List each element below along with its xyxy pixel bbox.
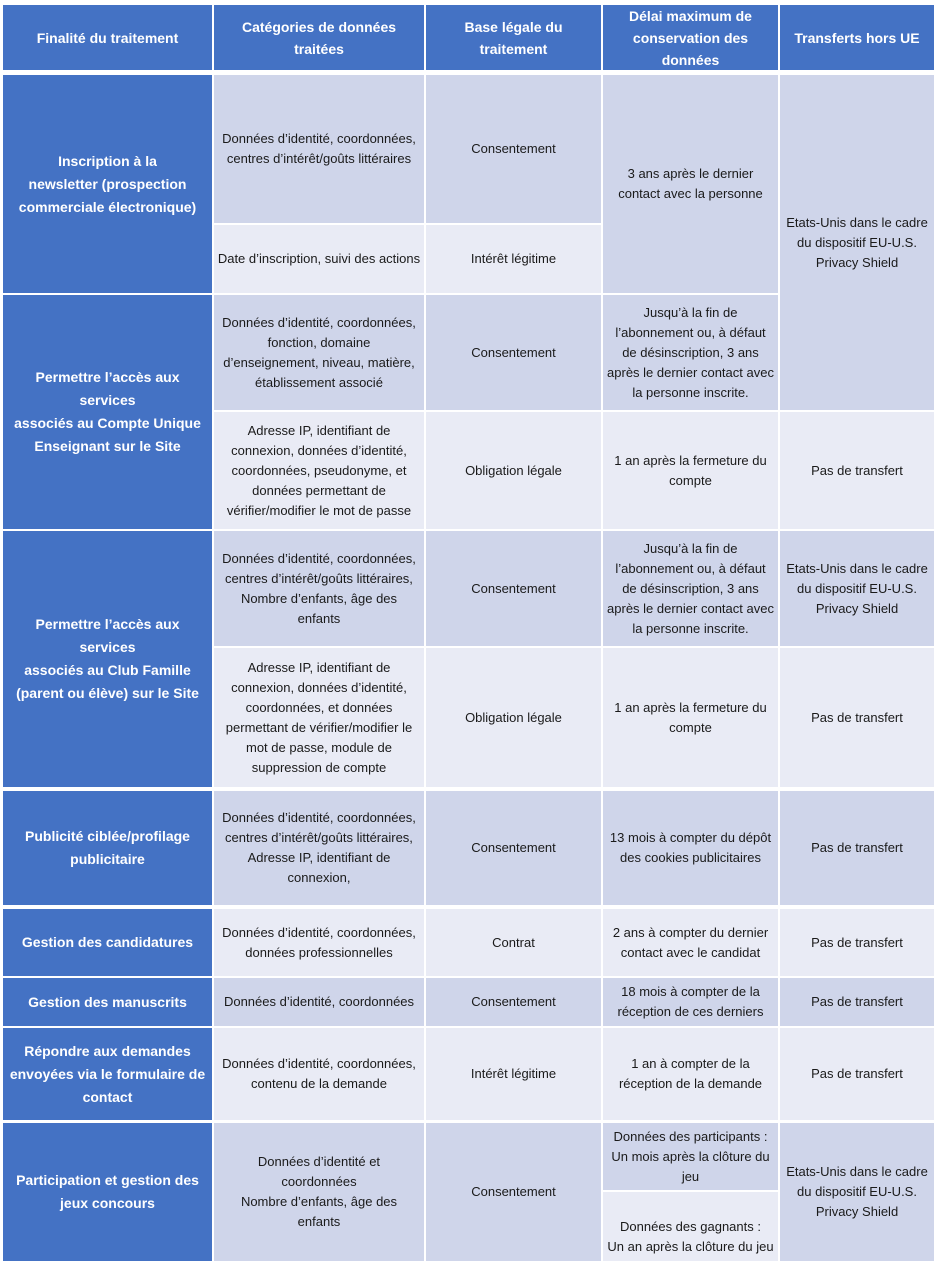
compte-unique-base-1: Consentement (426, 295, 601, 410)
club-famille-categories-1: Données d’identité, coordonnées, centres d’intérêt/goûts littéraires, Nombre d’enfants, âge des enfants (214, 531, 424, 646)
compte-unique-categories-2: Adresse IP, identifiant de connexion, données d’identité, coordonnées, pseudonyme, et données permettant de vérifier/modifier le mot de passe (214, 412, 424, 529)
jeux-base: Consentement (426, 1123, 601, 1261)
candidatures-delai: 2 ans à compter du dernier contact avec le candidat (603, 909, 778, 976)
header-transferts: Transferts hors UE (780, 5, 934, 70)
row-label-publicite: Publicité ciblée/profilage publicitaire (3, 791, 212, 905)
newsletter-categories-2: Date d’inscription, suivi des actions (214, 225, 424, 293)
row-label-manuscrits: Gestion des manuscrits (3, 978, 212, 1026)
header-delai: Délai maximum de conservation des données (603, 5, 778, 70)
manuscrits-transfert: Pas de transfert (780, 978, 934, 1026)
contact-categories: Données d’identité, coordonnées, contenu de la demande (214, 1028, 424, 1120)
row-label-club-famille: Permettre l’accès aux services associés au Club Famille (parent ou élève) sur le Site (3, 531, 212, 787)
contact-base: Intérêt légitime (426, 1028, 601, 1120)
club-famille-transfert-1: Etats-Unis dans le cadre du dispositif EU-U.S. Privacy Shield (780, 531, 934, 646)
club-famille-transfert-2: Pas de transfert (780, 648, 934, 787)
compte-unique-delai-2: 1 an après la fermeture du compte (603, 412, 778, 529)
shared-transfer-privacy-shield: Etats-Unis dans le cadre du dispositif EU-U.S. Privacy Shield (780, 75, 934, 410)
publicite-delai: 13 mois à compter du dépôt des cookies publicitaires (603, 791, 778, 905)
club-famille-delai-1: Jusqu’à la fin de l’abonnement ou, à défaut de désinscription, 3 ans après le dernier contact avec la personne inscrite. (603, 531, 778, 646)
compte-unique-transfert-2: Pas de transfert (780, 412, 934, 529)
jeux-delai-participants: Données des participants : Un mois après la clôture du jeu (603, 1123, 778, 1190)
candidatures-transfert: Pas de transfert (780, 909, 934, 976)
compte-unique-base-2: Obligation légale (426, 412, 601, 529)
newsletter-base-2: Intérêt légitime (426, 225, 601, 293)
club-famille-categories-2: Adresse IP, identifiant de connexion, données d’identité, coordonnées, et données permettant de vérifier/modifier le mot de passe, module de suppression de compte (214, 648, 424, 787)
club-famille-base-2: Obligation légale (426, 648, 601, 787)
header-finalite: Finalité du traitement (3, 5, 212, 70)
publicite-categories: Données d’identité, coordonnées, centres d’intérêt/goûts littéraires, Adresse IP, identifiant de connexion, (214, 791, 424, 905)
candidatures-categories: Données d’identité, coordonnées, données professionnelles (214, 909, 424, 976)
contact-delai: 1 an à compter de la réception de la demande (603, 1028, 778, 1120)
row-label-compte-unique: Permettre l’accès aux services associés au Compte Unique Enseignant sur le Site (3, 295, 212, 529)
jeux-delai-gagnants: Données des gagnants : Un an après la clôture du jeu (603, 1192, 778, 1261)
manuscrits-base: Consentement (426, 978, 601, 1026)
publicite-base: Consentement (426, 791, 601, 905)
row-label-jeux: Participation et gestion des jeux concours (3, 1123, 212, 1261)
manuscrits-categories: Données d’identité, coordonnées (214, 978, 424, 1026)
club-famille-base-1: Consentement (426, 531, 601, 646)
row-label-candidatures: Gestion des candidatures (3, 909, 212, 976)
jeux-categories: Données d’identité et coordonnées Nombre d’enfants, âge des enfants (214, 1123, 424, 1261)
newsletter-base-1: Consentement (426, 75, 601, 223)
compte-unique-delai-1: Jusqu’à la fin de l’abonnement ou, à défaut de désinscription, 3 ans après le dernier contact avec la personne inscrite. (603, 295, 778, 410)
manuscrits-delai: 18 mois à compter de la réception de ces derniers (603, 978, 778, 1026)
jeux-transfert: Etats-Unis dans le cadre du dispositif EU-U.S. Privacy Shield (780, 1123, 934, 1261)
row-label-contact: Répondre aux demandes envoyées via le formulaire de contact (3, 1028, 212, 1120)
candidatures-base: Contrat (426, 909, 601, 976)
compte-unique-categories-1: Données d’identité, coordonnées, fonction, domaine d’enseignement, niveau, matière, établissement associé (214, 295, 424, 410)
publicite-transfert: Pas de transfert (780, 791, 934, 905)
row-label-newsletter: Inscription à la newsletter (prospection commerciale électronique) (3, 75, 212, 293)
header-base-legale: Base légale du traitement (426, 5, 601, 70)
header-categories: Catégories de données traitées (214, 5, 424, 70)
newsletter-delai: 3 ans après le dernier contact avec la personne (603, 75, 778, 293)
club-famille-delai-2: 1 an après la fermeture du compte (603, 648, 778, 787)
newsletter-categories-1: Données d’identité, coordonnées, centres d’intérêt/goûts littéraires (214, 75, 424, 223)
contact-transfert: Pas de transfert (780, 1028, 934, 1120)
